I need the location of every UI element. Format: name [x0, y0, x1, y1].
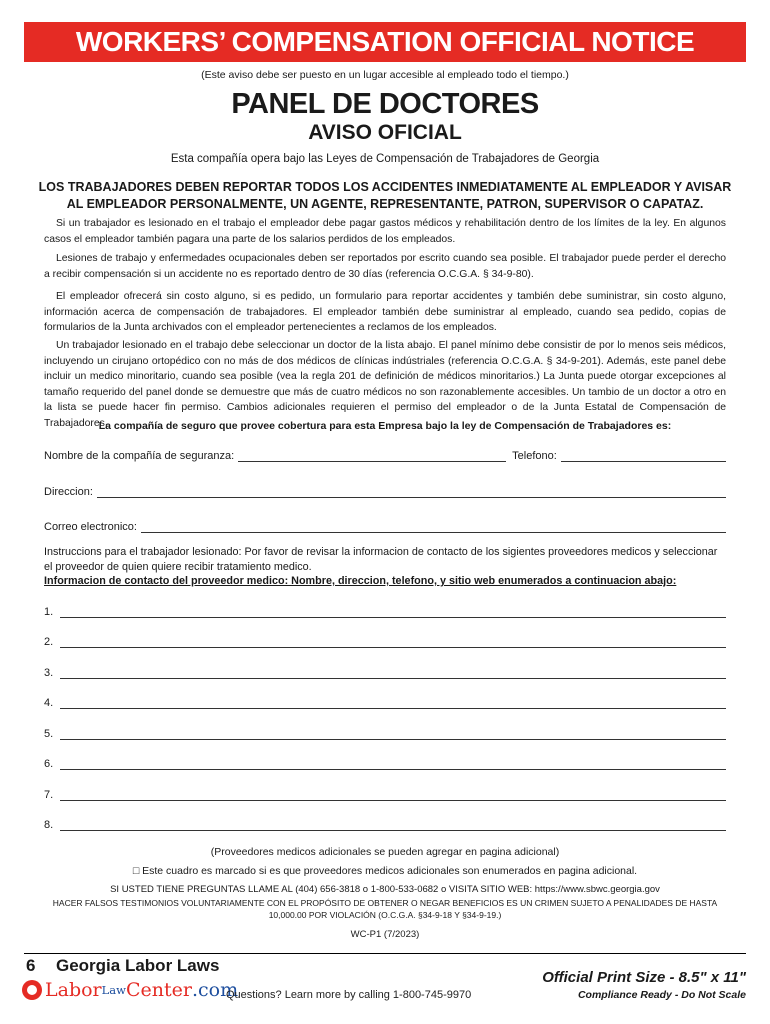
logo-word-law: Law — [101, 983, 126, 997]
provider-row — [44, 758, 726, 770]
provider-number: 8. — [44, 819, 54, 831]
paragraph-medical-expenses: Si un trabajador es lesionado en el trabajo el empleador debe pagar gastos médicos y rehabilitación dentro de los límites de la ley. En algunos casos el empleador también pagara una parte de los salarios perdidos de los empleados. — [44, 218, 726, 245]
provider-number: 2. — [44, 636, 54, 648]
address-label: Direccion: — [44, 486, 93, 498]
print-size-note: Official Print Size - 8.5" x 11" — [542, 969, 746, 986]
form-id: WC-P1 (7/2023) — [350, 929, 420, 940]
provider-row — [44, 697, 726, 709]
logo-word-domain: .com — [191, 979, 239, 1001]
provider-number: 7. — [44, 789, 54, 801]
provider-field[interactable] — [60, 698, 726, 709]
logo-mark-icon — [22, 980, 42, 1000]
phone-field[interactable] — [561, 451, 726, 462]
posting-note: (Este aviso debe ser puesto en un lugar accesible al empleado todo el tiempo.) — [201, 69, 569, 81]
phone-label: Telefono: — [512, 450, 557, 462]
provider-field[interactable] — [60, 729, 726, 740]
paragraph-forms: El empleador ofrecerá sin costo alguno, si es pedido, un formulario para reportar accidentes y también debe suministrar, sin costo alguno, información acerca de compensación de trabajadores. El empleador también debe suministrar al empleado, cuando sea pedido, copias de formularios de la Junta archivados con el empleador pertenecientes a reclamos de los empleados. — [44, 291, 726, 333]
provider-row — [44, 606, 726, 618]
provider-row — [44, 789, 726, 801]
book-title: Georgia Labor Laws — [56, 956, 220, 975]
penalty-line-1: HACER FALSOS TESTIMONIOS VOLUNTARIAMENTE CON EL PROPÓSITO DE OBTENER O NEGAR BENEFICIOS ES UN CRIMEN SUJETO A PENALIDADES DE HASTA — [52, 898, 718, 908]
provider-number: 1. — [44, 606, 54, 618]
provider-number: 6. — [44, 758, 54, 770]
additional-page-checkbox-note: □ Este cuadro es marcado si es que proveedores medicos adicionales son enumerados en pagina adicional. — [132, 865, 638, 877]
laborlawcenter-logo[interactable] — [22, 979, 238, 1001]
penalty-notice — [24, 897, 746, 921]
page-title: PANEL DE DOCTORES — [231, 88, 539, 120]
provider-number: 3. — [44, 667, 54, 679]
address-field[interactable] — [97, 487, 726, 498]
email-row — [44, 521, 726, 533]
page-subtitle: AVISO OFICIAL — [308, 121, 462, 144]
email-label: Correo electronico: — [44, 521, 137, 533]
logo-word-labor: Labor — [45, 979, 102, 1001]
page-number: 6 — [26, 956, 36, 975]
insurer-heading: La compañía de seguro que provee cobertura para esta Empresa bajo la ley de Compensación de Trabajadores es: — [98, 420, 672, 432]
provider-row — [44, 819, 726, 831]
paragraph-doctor-selection: Un trabajador lesionado en el trabajo debe seleccionar un doctor de la lista abajo. El panel mínimo debe consistir de por lo menos seis médicos, incluyendo un cirujano ortopédico con no más de dos médicos de clínicas indústriales (referencia O.C.G.A. § 34-9-201). Además, este panel debe incluir un medico minoritario, cuando sea posible (vea la regla 201 de definición de médicos minoritarios.) La Junta puede otorgar excepciones al tamaño requerido del panel donde se demuestre que más de cuatro médicos no son razonablemente accesibles. Un tambio de un doctor a otro en la lista se puede hacer fin permiso. Cambios adicionales requieren el permiso del empleador o de la Junta Estatal de Compensación de Trabajadores. — [44, 340, 726, 429]
provider-field[interactable] — [60, 668, 726, 679]
report-notice — [24, 179, 746, 213]
provider-field[interactable] — [60, 759, 726, 770]
provider-field[interactable] — [60, 607, 726, 618]
report-notice-line-2: AL EMPLEADOR PERSONALMENTE, UN AGENTE, REPRESENTANTE, PATRON, SUPERVISOR O CAPATAZ. — [66, 197, 704, 211]
provider-contact-heading: Informacion de contacto del proveedor medico: Nombre, direccion, telefono, y sitio web enumerados a continuacion abajo: — [44, 575, 677, 587]
additional-providers-note: (Proveedores medicos adicionales se pueden agregar en pagina adicional) — [210, 846, 560, 858]
compliance-note: Compliance Ready - Do Not Scale — [577, 989, 746, 1001]
questions-contact-line: SI USTED TIENE PREGUNTAS LLAME AL (404) 656-3818 o 1-800-533-0682 o VISITA SITIO WEB: https://www.sbwc.georgia.gov — [110, 884, 660, 895]
footer-questions: Questions? Learn more by calling 1-800-745-9970 — [226, 989, 472, 1001]
paragraph-reporting: Lesiones de trabajo y enfermedades ocupacionales deben ser reportados por escrito cuando sea posible. El trabajador puede perder el derecho a recibir compensación si un accidente no es reportado dentro de 30 días (referencia O.C.G.A. § 34-9-80). — [44, 253, 726, 280]
insurer-row — [44, 450, 726, 462]
email-field[interactable] — [141, 522, 726, 533]
injured-worker-instructions: Instruccions para el trabajador lesionado: Por favor de revisar la informacion de contacto de los sigientes proveedores medicos y seleccionar el proveedor de quien quiere recibir tratamiento medico. — [44, 546, 718, 573]
report-notice-line-1: LOS TRABAJADORES DEBEN REPORTAR TODOS LOS ACCIDENTES INMEDIATAMENTE AL EMPLEADOR Y AVISAR — [38, 180, 732, 194]
provider-row — [44, 667, 726, 679]
provider-number: 5. — [44, 728, 54, 740]
provider-number: 4. — [44, 697, 54, 709]
footer-divider — [24, 953, 746, 954]
penalty-line-2: 10,000.00 POR VIOLACIÓN (O.C.G.A. §34-9-18 Y §34-9-19.) — [268, 910, 502, 920]
notice-banner: WORKERS’ COMPENSATION OFFICIAL NOTICE — [24, 22, 746, 62]
insurer-label: Nombre de la compañía de seguranza: — [44, 450, 235, 462]
provider-field[interactable] — [60, 820, 726, 831]
provider-field[interactable] — [60, 637, 726, 648]
provider-field[interactable] — [60, 790, 726, 801]
provider-row — [44, 728, 726, 740]
logo-word-center: Center — [125, 979, 192, 1001]
provider-row — [44, 636, 726, 648]
address-row — [44, 486, 726, 498]
insurer-name-field[interactable] — [238, 451, 506, 462]
law-line: Esta compañía opera bajo las Leyes de Compensación de Trabajadores de Georgia — [170, 153, 600, 165]
